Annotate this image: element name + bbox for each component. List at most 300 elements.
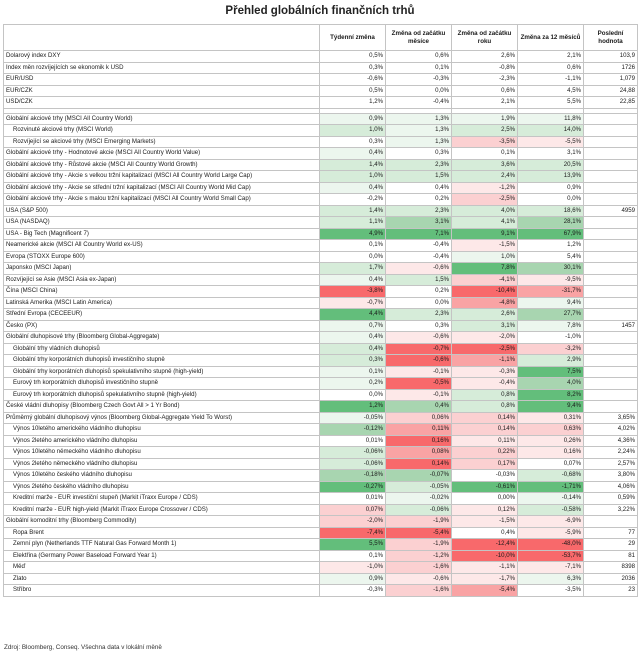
last-value-cell xyxy=(584,125,638,137)
table-row xyxy=(4,136,638,148)
last-value-cell: 1,079 xyxy=(584,74,638,86)
table-row xyxy=(4,113,638,125)
change-cell: -0,06% xyxy=(386,504,452,516)
change-cell: 0,6% xyxy=(386,51,452,63)
change-cell: 4,0% xyxy=(518,378,584,390)
change-cell: 11,8% xyxy=(518,113,584,125)
last-value-cell: 22,85 xyxy=(584,97,638,109)
change-cell: 0,4% xyxy=(452,527,518,539)
change-cell: 1,0% xyxy=(452,251,518,263)
row-label: Neamerické akcie (MSCI All Country World ex-US) xyxy=(4,240,320,252)
row-label: Globální akciové trhy - Akcie se střední tržní kapitalizací (MSCI All Country World Mid Cap) xyxy=(4,182,320,194)
last-value-cell xyxy=(584,389,638,401)
change-cell: 27,7% xyxy=(518,309,584,321)
change-cell: -1,5% xyxy=(452,516,518,528)
change-cell: 0,5% xyxy=(320,85,386,97)
row-label: Rozvíjející se Asie (MSCI Asia ex-Japan) xyxy=(4,274,320,286)
change-cell: 3,1% xyxy=(452,320,518,332)
row-label: EUR/CZK xyxy=(4,85,320,97)
change-cell: -1,0% xyxy=(320,562,386,574)
change-cell: 1,4% xyxy=(320,159,386,171)
table-row xyxy=(4,562,638,574)
change-cell: -0,3% xyxy=(386,74,452,86)
last-value-cell: 4,36% xyxy=(584,435,638,447)
table-row xyxy=(4,424,638,436)
row-label: Rozvinuté akciové trhy (MSCI World) xyxy=(4,125,320,137)
change-cell: 0,16% xyxy=(518,447,584,459)
last-value-cell: 2,57% xyxy=(584,458,638,470)
table-row xyxy=(4,401,638,413)
column-header: Změna od začátku roku xyxy=(452,25,518,51)
change-cell: -5,9% xyxy=(518,527,584,539)
table-row xyxy=(4,217,638,229)
change-cell: 0,07% xyxy=(518,458,584,470)
table-row xyxy=(4,573,638,585)
row-label: Zlato xyxy=(4,573,320,585)
change-cell: -12,4% xyxy=(452,539,518,551)
change-cell: -9,5% xyxy=(518,274,584,286)
change-cell: 0,00% xyxy=(452,493,518,505)
change-cell: 0,4% xyxy=(320,148,386,160)
row-label: Globální komoditní trhy (Bloomberg Commodity) xyxy=(4,516,320,528)
change-cell: 0,4% xyxy=(320,182,386,194)
table-row xyxy=(4,516,638,528)
row-label: Kreditní marže - EUR investiční stupeň (Markit iTraxx Europe / CDS) xyxy=(4,493,320,505)
change-cell: 0,12% xyxy=(452,504,518,516)
change-cell: -0,58% xyxy=(518,504,584,516)
change-cell: 1,2% xyxy=(518,240,584,252)
table-row xyxy=(4,366,638,378)
table-row xyxy=(4,240,638,252)
change-cell: -0,07% xyxy=(386,470,452,482)
table-row xyxy=(4,97,638,109)
change-cell: -31,7% xyxy=(518,286,584,298)
last-value-cell: 0,59% xyxy=(584,493,638,505)
column-header: Týdenní změna xyxy=(320,25,386,51)
change-cell: 0,1% xyxy=(320,366,386,378)
last-value-cell xyxy=(584,194,638,206)
last-value-cell xyxy=(584,228,638,240)
row-label: Globální trhy korporátních dluhopisů spekulativního stupně (high-yield) xyxy=(4,366,320,378)
table-row xyxy=(4,274,638,286)
change-cell: 0,26% xyxy=(518,435,584,447)
row-label: Ropa Brent xyxy=(4,527,320,539)
table-row xyxy=(4,504,638,516)
last-value-cell xyxy=(584,274,638,286)
change-cell: 2,3% xyxy=(386,309,452,321)
change-cell: -4,8% xyxy=(452,297,518,309)
change-cell: -1,71% xyxy=(518,481,584,493)
change-cell: 18,6% xyxy=(518,205,584,217)
change-cell: 0,9% xyxy=(320,113,386,125)
change-cell: -1,6% xyxy=(386,562,452,574)
row-label: Globální akciové trhy - Akcie s malou tržní kapitalizací (MSCI All Country World Small Cap) xyxy=(4,194,320,206)
change-cell: 0,3% xyxy=(320,136,386,148)
row-label: Rozvíjející se akciové trhy (MSCI Emerging Markets) xyxy=(4,136,320,148)
last-value-cell xyxy=(584,240,638,252)
row-label: Evropa (STOXX Europe 600) xyxy=(4,251,320,263)
table-row xyxy=(4,251,638,263)
change-cell: -0,05% xyxy=(386,481,452,493)
last-value-cell: 3,65% xyxy=(584,412,638,424)
last-value-cell xyxy=(584,286,638,298)
change-cell: 3,1% xyxy=(518,148,584,160)
change-cell: -0,4% xyxy=(386,240,452,252)
change-cell: -3,8% xyxy=(320,286,386,298)
row-label: Průměrný globální dluhopisový výnos (Bloomberg Global-Aggregate Yield To Worst) xyxy=(4,412,320,424)
table-row xyxy=(4,412,638,424)
row-label: Měď xyxy=(4,562,320,574)
row-label: Latinská Amerika (MSCI Latin America) xyxy=(4,297,320,309)
last-value-cell: 81 xyxy=(584,550,638,562)
last-value-cell: 3,80% xyxy=(584,470,638,482)
change-cell: 0,7% xyxy=(320,320,386,332)
change-cell: 0,31% xyxy=(518,412,584,424)
row-label: Globální trhy vládních dluhopisů xyxy=(4,343,320,355)
row-label: Stříbro xyxy=(4,585,320,597)
table-row xyxy=(4,85,638,97)
table-row xyxy=(4,51,638,63)
table-header-row xyxy=(4,25,638,51)
change-cell: -3,5% xyxy=(452,136,518,148)
change-cell: -2,5% xyxy=(452,194,518,206)
row-label: Zemní plyn (Netherlands TTF Natural Gas Forward Month 1) xyxy=(4,539,320,551)
change-cell: 4,0% xyxy=(452,205,518,217)
last-value-cell: 4,06% xyxy=(584,481,638,493)
change-cell: 0,1% xyxy=(386,62,452,74)
table-row xyxy=(4,355,638,367)
last-value-cell: 8398 xyxy=(584,562,638,574)
change-cell: -1,2% xyxy=(386,550,452,562)
change-cell: 9,4% xyxy=(518,401,584,413)
last-value-cell xyxy=(584,343,638,355)
change-cell: -4,1% xyxy=(452,274,518,286)
change-cell: -2,0% xyxy=(320,516,386,528)
change-cell: -3,2% xyxy=(518,343,584,355)
row-label: Kreditní marže - EUR high-yield (Markit iTraxx Europe Crossover / CDS) xyxy=(4,504,320,516)
markets-table xyxy=(3,24,638,597)
change-cell: 0,11% xyxy=(452,435,518,447)
change-cell: 0,5% xyxy=(320,51,386,63)
change-cell: 2,4% xyxy=(452,171,518,183)
row-label: Globální trhy korporátních dluhopisů investičního stupně xyxy=(4,355,320,367)
row-label: Výnos 10letého amerického vládního dluhopisu xyxy=(4,424,320,436)
change-cell: -5,4% xyxy=(452,585,518,597)
change-cell: -0,6% xyxy=(386,332,452,344)
change-cell: 7,8% xyxy=(518,320,584,332)
change-cell: 0,6% xyxy=(518,62,584,74)
change-cell: -1,0% xyxy=(518,332,584,344)
change-cell: 8,2% xyxy=(518,389,584,401)
change-cell: 2,1% xyxy=(452,97,518,109)
change-cell: -0,6% xyxy=(320,74,386,86)
change-cell: 0,08% xyxy=(386,447,452,459)
row-label: USA - Big Tech (Magnificent 7) xyxy=(4,228,320,240)
change-cell: 13,9% xyxy=(518,171,584,183)
change-cell: 0,4% xyxy=(320,274,386,286)
change-cell: -0,6% xyxy=(386,263,452,275)
change-cell: 0,3% xyxy=(320,355,386,367)
change-cell: 3,1% xyxy=(386,217,452,229)
change-cell: -0,1% xyxy=(386,389,452,401)
last-value-cell: 4959 xyxy=(584,205,638,217)
row-label: Elektřina (Germany Power Baseload Forward Year 1) xyxy=(4,550,320,562)
change-cell: -6,9% xyxy=(518,516,584,528)
table-row xyxy=(4,297,638,309)
change-cell: 0,01% xyxy=(320,493,386,505)
change-cell: 2,1% xyxy=(518,51,584,63)
table-row xyxy=(4,458,638,470)
change-cell: 1,9% xyxy=(452,113,518,125)
last-value-cell xyxy=(584,251,638,263)
change-cell: 5,4% xyxy=(518,251,584,263)
row-label: Japonsko (MSCI Japan) xyxy=(4,263,320,275)
change-cell: 2,3% xyxy=(386,205,452,217)
last-value-cell: 29 xyxy=(584,539,638,551)
change-cell: -2,5% xyxy=(452,343,518,355)
row-label: EUR/USD xyxy=(4,74,320,86)
row-label: Střední Evropa (CECEEUR) xyxy=(4,309,320,321)
last-value-cell: 24,88 xyxy=(584,85,638,97)
last-value-cell: 3,22% xyxy=(584,504,638,516)
change-cell: 1,2% xyxy=(320,401,386,413)
row-label: Globální akciové trhy - Hodnotové akcie (MSCI All Country World Value) xyxy=(4,148,320,160)
table-row xyxy=(4,527,638,539)
change-cell: -1,1% xyxy=(518,74,584,86)
change-cell: 0,14% xyxy=(386,458,452,470)
table-row xyxy=(4,171,638,183)
change-cell: 28,1% xyxy=(518,217,584,229)
table-row xyxy=(4,74,638,86)
table-row xyxy=(4,435,638,447)
change-cell: 0,4% xyxy=(320,332,386,344)
last-value-cell xyxy=(584,136,638,148)
change-cell: -1,7% xyxy=(452,573,518,585)
last-value-cell xyxy=(584,297,638,309)
change-cell: 0,14% xyxy=(452,424,518,436)
table-row xyxy=(4,447,638,459)
change-cell: -1,2% xyxy=(452,182,518,194)
change-cell: -0,6% xyxy=(386,355,452,367)
change-cell: 0,3% xyxy=(386,320,452,332)
change-cell: -10,4% xyxy=(452,286,518,298)
change-cell: 0,01% xyxy=(320,435,386,447)
change-cell: 0,63% xyxy=(518,424,584,436)
change-cell: -0,03% xyxy=(452,470,518,482)
row-label: Index měn rozvíjejících se ekonomik k USD xyxy=(4,62,320,74)
change-cell: -5,4% xyxy=(386,527,452,539)
change-cell: 1,0% xyxy=(320,171,386,183)
last-value-cell xyxy=(584,401,638,413)
table-row xyxy=(4,539,638,551)
table-body xyxy=(4,51,638,597)
change-cell: -0,7% xyxy=(320,297,386,309)
change-cell: -53,7% xyxy=(518,550,584,562)
table-row xyxy=(4,182,638,194)
change-cell: -0,1% xyxy=(386,366,452,378)
last-value-cell xyxy=(584,516,638,528)
change-cell: 0,06% xyxy=(386,412,452,424)
change-cell: 0,07% xyxy=(320,504,386,516)
change-cell: -0,14% xyxy=(518,493,584,505)
change-cell: 4,1% xyxy=(452,217,518,229)
change-cell: 1,0% xyxy=(320,125,386,137)
change-cell: 9,1% xyxy=(452,228,518,240)
change-cell: 0,2% xyxy=(386,286,452,298)
change-cell: 0,6% xyxy=(452,85,518,97)
change-cell: 7,8% xyxy=(452,263,518,275)
table-row xyxy=(4,481,638,493)
last-value-cell xyxy=(584,366,638,378)
change-cell: -0,61% xyxy=(452,481,518,493)
change-cell: -0,18% xyxy=(320,470,386,482)
column-header: Změna za 12 měsíců xyxy=(518,25,584,51)
table-row xyxy=(4,205,638,217)
column-header xyxy=(4,25,320,51)
change-cell: -48,0% xyxy=(518,539,584,551)
change-cell: 0,0% xyxy=(386,85,452,97)
change-cell: -1,1% xyxy=(452,562,518,574)
change-cell: 4,4% xyxy=(320,309,386,321)
change-cell: -0,6% xyxy=(386,573,452,585)
change-cell: 5,5% xyxy=(320,539,386,551)
last-value-cell: 1726 xyxy=(584,62,638,74)
change-cell: 0,4% xyxy=(320,343,386,355)
change-cell: 1,3% xyxy=(386,113,452,125)
change-cell: 2,3% xyxy=(386,159,452,171)
change-cell: 0,2% xyxy=(386,194,452,206)
change-cell: -1,1% xyxy=(452,355,518,367)
table-row xyxy=(4,263,638,275)
change-cell: 0,9% xyxy=(320,573,386,585)
last-value-cell xyxy=(584,217,638,229)
last-value-cell: 77 xyxy=(584,527,638,539)
change-cell: 0,1% xyxy=(452,148,518,160)
change-cell: 0,22% xyxy=(452,447,518,459)
table-row xyxy=(4,148,638,160)
table-row xyxy=(4,550,638,562)
change-cell: 30,1% xyxy=(518,263,584,275)
change-cell: -0,27% xyxy=(320,481,386,493)
change-cell: 0,8% xyxy=(452,401,518,413)
change-cell: -7,1% xyxy=(518,562,584,574)
change-cell: 1,2% xyxy=(320,97,386,109)
last-value-cell xyxy=(584,378,638,390)
table-row xyxy=(4,286,638,298)
change-cell: 0,4% xyxy=(386,401,452,413)
change-cell: 0,9% xyxy=(518,182,584,194)
last-value-cell: 2036 xyxy=(584,573,638,585)
row-label: Česko (PX) xyxy=(4,320,320,332)
row-label: Eurový trh korporátních dluhopisů spekulativního stupně (high-yield) xyxy=(4,389,320,401)
change-cell: -2,3% xyxy=(452,74,518,86)
row-label: Čína (MSCI China) xyxy=(4,286,320,298)
last-value-cell xyxy=(584,309,638,321)
row-label: Výnos 10letého německého vládního dluhopisu xyxy=(4,447,320,459)
change-cell: 1,3% xyxy=(386,125,452,137)
change-cell: 3,6% xyxy=(452,159,518,171)
change-cell: 0,17% xyxy=(452,458,518,470)
change-cell: 2,9% xyxy=(518,355,584,367)
table-row xyxy=(4,493,638,505)
row-label: USA (S&P 500) xyxy=(4,205,320,217)
change-cell: 0,0% xyxy=(386,297,452,309)
row-label: České vládní dluhopisy (Bloomberg Czech Govt All > 1 Yr Bond) xyxy=(4,401,320,413)
last-value-cell xyxy=(584,159,638,171)
change-cell: 7,1% xyxy=(386,228,452,240)
change-cell: 9,4% xyxy=(518,297,584,309)
change-cell: 0,3% xyxy=(386,148,452,160)
change-cell: -0,06% xyxy=(320,447,386,459)
row-label: Dolarový index DXY xyxy=(4,51,320,63)
change-cell: -0,7% xyxy=(386,343,452,355)
table-row xyxy=(4,378,638,390)
change-cell: 0,14% xyxy=(452,412,518,424)
change-cell: 1,4% xyxy=(320,205,386,217)
last-value-cell: 4,02% xyxy=(584,424,638,436)
change-cell: 0,2% xyxy=(320,378,386,390)
change-cell: -0,5% xyxy=(386,378,452,390)
change-cell: 1,7% xyxy=(320,263,386,275)
last-value-cell: 1457 xyxy=(584,320,638,332)
change-cell: 0,4% xyxy=(386,182,452,194)
change-cell: -0,4% xyxy=(386,251,452,263)
last-value-cell xyxy=(584,148,638,160)
last-value-cell xyxy=(584,263,638,275)
last-value-cell: 103,9 xyxy=(584,51,638,63)
change-cell: 2,6% xyxy=(452,309,518,321)
change-cell: 7,5% xyxy=(518,366,584,378)
table-row xyxy=(4,320,638,332)
row-label: Výnos 2letého českého vládního dluhopisu xyxy=(4,481,320,493)
change-cell: 0,11% xyxy=(386,424,452,436)
change-cell: 5,5% xyxy=(518,97,584,109)
change-cell: -1,5% xyxy=(452,240,518,252)
change-cell: 0,0% xyxy=(320,251,386,263)
row-label: Globální akciové trhy (MSCI All Country World) xyxy=(4,113,320,125)
change-cell: 20,5% xyxy=(518,159,584,171)
row-label: Výnos 2letého amerického vládního dluhopisu xyxy=(4,435,320,447)
change-cell: -5,5% xyxy=(518,136,584,148)
last-value-cell xyxy=(584,113,638,125)
table-row xyxy=(4,470,638,482)
change-cell: 4,5% xyxy=(518,85,584,97)
change-cell: -7,4% xyxy=(320,527,386,539)
change-cell: 1,5% xyxy=(386,274,452,286)
table-row xyxy=(4,585,638,597)
change-cell: 2,6% xyxy=(452,51,518,63)
change-cell: 0,1% xyxy=(320,240,386,252)
change-cell: 14,0% xyxy=(518,125,584,137)
page-title: Přehled globálních finančních trhů xyxy=(225,5,415,17)
change-cell: 6,3% xyxy=(518,573,584,585)
table-row xyxy=(4,343,638,355)
change-cell: -0,06% xyxy=(320,458,386,470)
change-cell: -1,9% xyxy=(386,539,452,551)
row-label: Výnos 10letého českého vládního dluhopisu xyxy=(4,470,320,482)
table-row xyxy=(4,194,638,206)
change-cell: -0,3% xyxy=(320,585,386,597)
change-cell: 1,3% xyxy=(386,136,452,148)
row-label: USA (NASDAQ) xyxy=(4,217,320,229)
table-row xyxy=(4,389,638,401)
last-value-cell xyxy=(584,171,638,183)
column-header: Změna od začátku měsíce xyxy=(386,25,452,51)
row-label: USD/CZK xyxy=(4,97,320,109)
change-cell: 1,5% xyxy=(386,171,452,183)
change-cell: -0,3% xyxy=(452,366,518,378)
change-cell: -0,2% xyxy=(320,194,386,206)
